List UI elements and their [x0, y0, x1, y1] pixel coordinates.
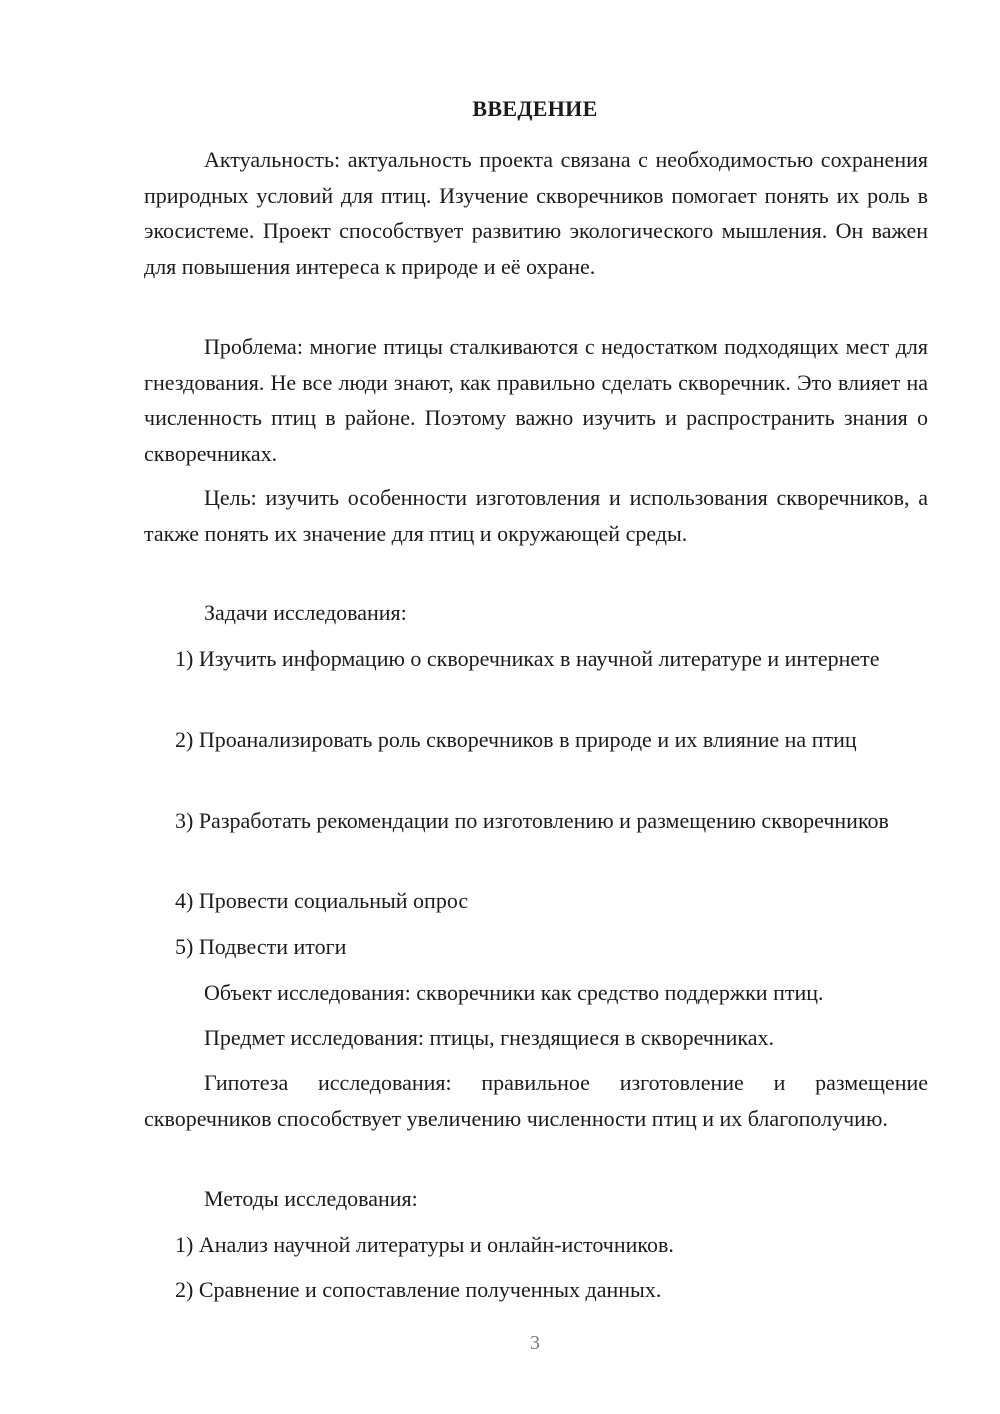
- page-title: ВВЕДЕНИЕ: [472, 96, 598, 121]
- paragraph-tasks-heading: Задачи исследования:: [204, 600, 407, 625]
- paragraph-object: Объект исследования: скворечники как средство поддержки птиц.: [204, 980, 824, 1005]
- paragraph-methods-heading: Методы исследования:: [204, 1186, 418, 1211]
- paragraph-goal: Цель: изучить особенности изготовления и использования скворечников, а также понять их значение для птиц и окружающей среды.: [144, 485, 928, 546]
- list-item-task-4: 4) Провести социальный опрос: [175, 888, 469, 913]
- page-number: 3: [530, 1332, 540, 1354]
- paragraph-hypothesis: Гипотеза исследования: правильное изготовление и размещение скворечников способствует увеличению численности птиц и их благополучию.: [144, 1070, 928, 1131]
- list-item-method-1: 1) Анализ научной литературы и онлайн-источников.: [175, 1232, 674, 1257]
- paragraph-subject: Предмет исследования: птицы, гнездящиеся в скворечниках.: [204, 1025, 775, 1050]
- list-item-task-5: 5) Подвести итоги: [175, 934, 347, 959]
- list-item-method-2: 2) Сравнение и сопоставление полученных данных.: [175, 1277, 662, 1302]
- list-item-task-1: 1) Изучить информацию о скворечниках в научной литературе и интернете: [175, 646, 880, 671]
- paragraph-relevance: Актуальность: актуальность проекта связана с необходимостью сохранения природных условий для птиц. Изучение скворечников помогает понять их роль в экосистеме. Проект способствует развитию экологического мышления. Он важен для повышения интереса к природе и её охране.: [144, 147, 928, 279]
- paragraph-problem: Проблема: многие птицы сталкиваются с недостатком подходящих мест для гнездования. Не все люди знают, как правильно сделать скворечник. Это влияет на численность птиц в районе. Поэтому важно изучить и распространить знания о скворечниках.: [144, 334, 928, 466]
- list-item-task-3: 3) Разработать рекомендации по изготовлению и размещению скворечников: [175, 808, 889, 833]
- list-item-task-2: 2) Проанализировать роль скворечников в природе и их влияние на птиц: [175, 727, 857, 752]
